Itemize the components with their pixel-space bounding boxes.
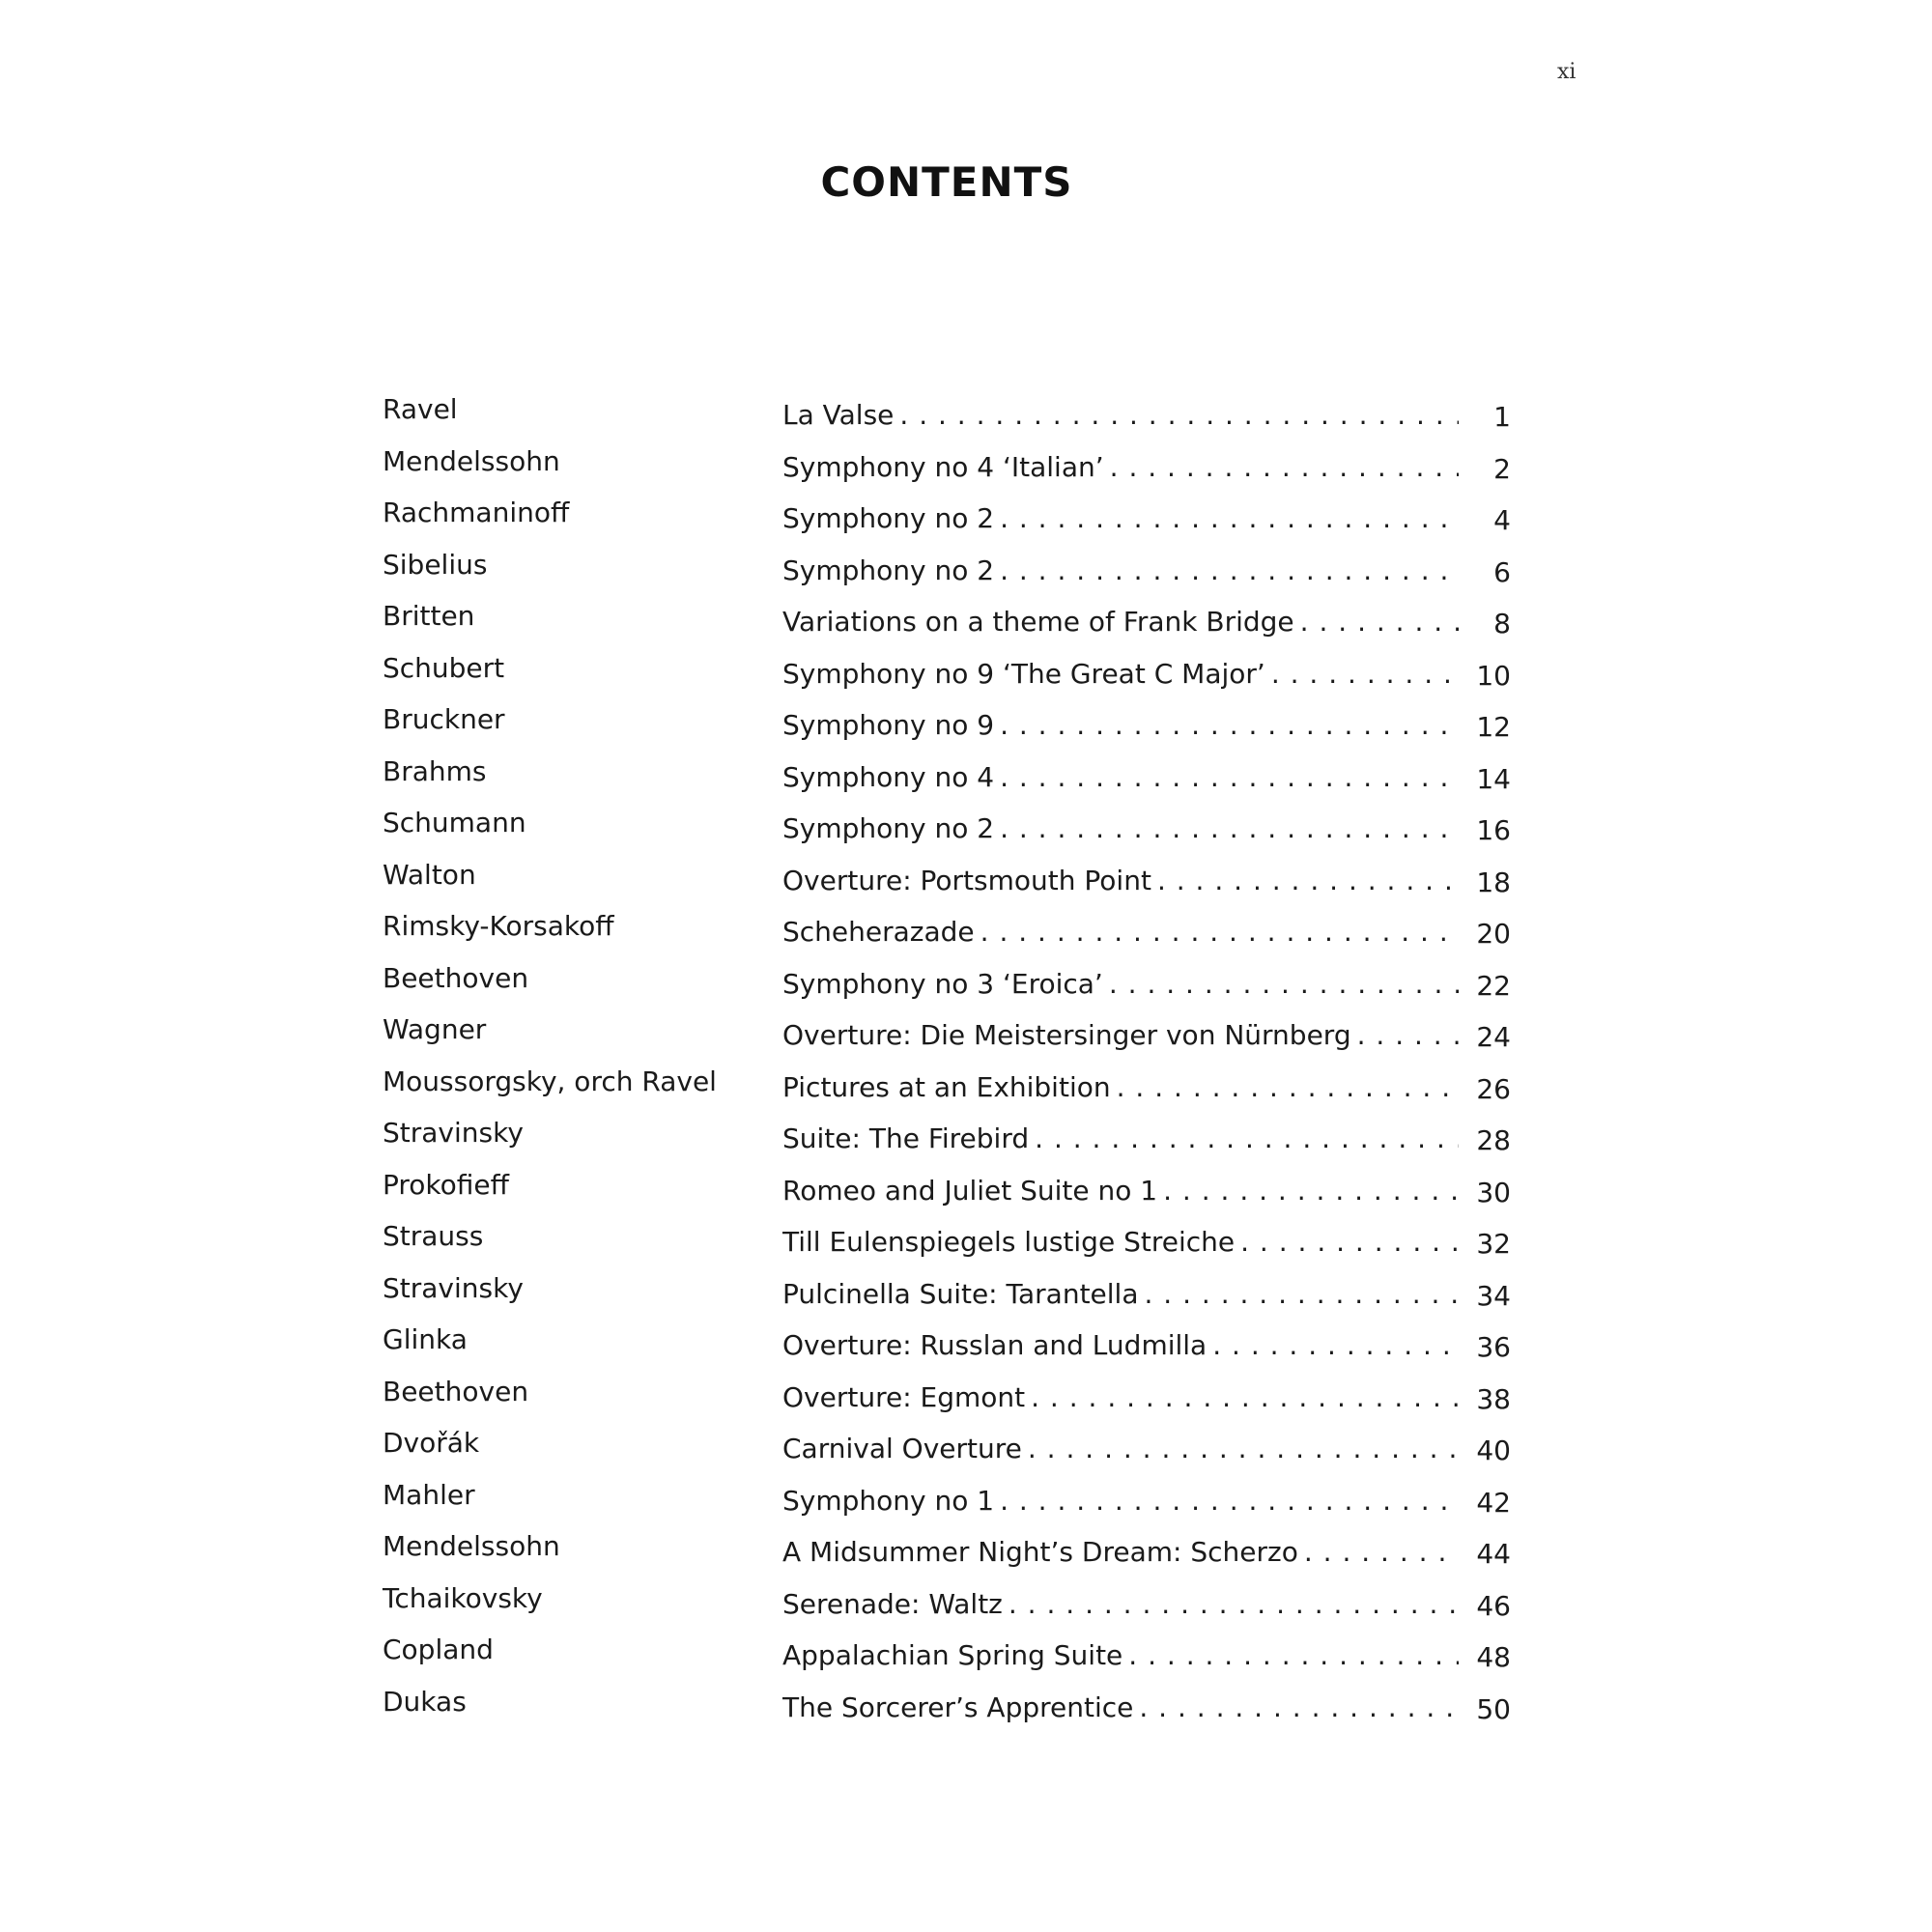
page-reference: 16	[1476, 814, 1511, 846]
page-reference: 36	[1476, 1331, 1511, 1363]
page-reference: 24	[1476, 1021, 1511, 1053]
work-title: Till Eulenspiegels lustige Streiche	[782, 1226, 1236, 1258]
work-title: Symphony no 3 ‘Eroica’	[782, 967, 1103, 1000]
work-title: Scheherazade	[782, 916, 975, 948]
page-reference: 12	[1476, 711, 1511, 743]
work-title: Overture: Portsmouth Point	[782, 864, 1151, 896]
work-title-leader	[782, 1174, 1459, 1208]
composer-name: Strauss	[383, 1220, 484, 1252]
work-title-leader	[782, 760, 1459, 795]
composer-name: Stravinsky	[383, 1271, 524, 1304]
toc-entry	[383, 1529, 1511, 1581]
toc-entry	[383, 754, 1511, 807]
page-reference: 4	[1493, 504, 1511, 536]
toc-entry	[383, 1065, 1511, 1117]
composer-name: Tchaikovsky	[383, 1581, 543, 1614]
work-title-leader	[782, 708, 1459, 743]
work-title-leader	[782, 450, 1459, 485]
work-title-leader	[782, 1122, 1459, 1156]
composer-name: Sibelius	[383, 548, 488, 581]
composer-name: Dvořák	[383, 1427, 480, 1459]
page-reference: 42	[1476, 1486, 1511, 1519]
work-title-leader	[782, 1690, 1459, 1725]
toc-entry	[383, 1375, 1511, 1427]
toc-entry	[383, 961, 1511, 1013]
toc-entry	[383, 599, 1511, 651]
page-reference: 10	[1476, 659, 1511, 692]
work-title: Overture: Russlan and Ludmilla	[782, 1329, 1208, 1361]
page-reference: 30	[1476, 1176, 1511, 1208]
composer-name: Britten	[383, 600, 475, 632]
page-reference: 6	[1493, 555, 1511, 588]
page-reference: 20	[1476, 918, 1511, 950]
page-reference: 28	[1476, 1124, 1511, 1156]
composer-name: Mahler	[383, 1478, 475, 1511]
composer-name: Schumann	[383, 807, 526, 838]
work-title-leader	[782, 1277, 1459, 1312]
work-title: Symphony no 2	[782, 812, 995, 844]
composer-name: Beethoven	[383, 961, 529, 994]
composer-name: Brahms	[383, 754, 487, 787]
work-title: Carnival Overture	[782, 1433, 1022, 1464]
composer-name: Ravel	[383, 393, 458, 425]
work-title: Variations on a theme of Frank Bridge	[782, 606, 1294, 638]
work-title-leader	[782, 1328, 1459, 1363]
toc-entry	[383, 392, 1511, 444]
work-title: A Midsummer Night’s Dream: Scherzo	[782, 1536, 1298, 1568]
composer-name: Rachmaninoff	[383, 497, 570, 528]
page-reference: 44	[1476, 1538, 1511, 1570]
work-title: Symphony no 4 ‘Italian’	[782, 450, 1104, 483]
page-reference: 48	[1476, 1641, 1511, 1673]
composer-name: Glinka	[383, 1323, 468, 1355]
toc-entry	[383, 858, 1511, 910]
work-title-leader	[782, 605, 1459, 639]
composer-name: Beethoven	[383, 1375, 529, 1407]
page-title: CONTENTS	[820, 158, 1073, 206]
work-title: Romeo and Juliet Suite no 1	[782, 1174, 1158, 1207]
toc-entry	[383, 1478, 1511, 1530]
work-title: Overture: Die Meistersinger von Nürnberg	[782, 1019, 1351, 1051]
work-title: Symphony no 4	[782, 760, 995, 793]
work-title: Overture: Egmont	[782, 1380, 1026, 1413]
page-reference: 40	[1476, 1435, 1511, 1466]
work-title-leader	[782, 811, 1459, 846]
toc-entry	[383, 702, 1511, 754]
work-title: Symphony no 1	[782, 1484, 995, 1517]
page-reference: 14	[1476, 762, 1511, 795]
composer-name: Moussorgsky, orch Ravel	[383, 1065, 717, 1097]
page-reference: 34	[1476, 1279, 1511, 1312]
work-title-leader	[782, 1587, 1459, 1622]
toc-entry	[383, 1271, 1511, 1323]
work-title-leader	[782, 1432, 1459, 1466]
work-title: Symphony no 2	[782, 554, 995, 586]
composer-name: Schubert	[383, 651, 505, 684]
work-title: Appalachian Spring Suite	[782, 1639, 1123, 1671]
work-title-leader	[782, 398, 1459, 433]
composer-name: Walton	[383, 858, 476, 891]
table-of-contents	[383, 392, 1511, 1736]
composer-name: Bruckner	[383, 703, 505, 735]
composer-name: Stravinsky	[383, 1117, 524, 1149]
work-title-leader	[782, 554, 1459, 588]
page-reference: 1	[1493, 401, 1511, 433]
toc-entry	[383, 1012, 1511, 1065]
page-reference: 50	[1476, 1692, 1511, 1725]
work-title-leader	[782, 1018, 1459, 1053]
page-reference: 2	[1493, 452, 1511, 485]
work-title: The Sorcerer’s Apprentice	[782, 1690, 1134, 1723]
work-title: La Valse	[782, 399, 895, 431]
page-reference: 18	[1476, 866, 1511, 898]
work-title: Pulcinella Suite: Tarantella	[782, 1277, 1139, 1310]
toc-entry	[383, 1426, 1511, 1478]
work-title-leader	[782, 864, 1459, 898]
work-title: Symphony no 9	[782, 709, 995, 741]
page-reference: 32	[1476, 1228, 1511, 1260]
composer-name: Prokofieff	[383, 1168, 509, 1201]
work-title-leader	[782, 1070, 1459, 1105]
work-title-leader	[782, 501, 1459, 536]
page-number: xi	[1557, 60, 1577, 84]
work-title-leader	[782, 657, 1459, 692]
composer-name: Copland	[383, 1634, 494, 1665]
toc-entry	[383, 1581, 1511, 1634]
work-title: Pictures at an Exhibition	[782, 1070, 1111, 1103]
composer-name: Wagner	[383, 1013, 487, 1045]
work-title-leader	[782, 1225, 1459, 1260]
toc-entry	[383, 1685, 1511, 1737]
page-reference: 8	[1493, 608, 1511, 639]
work-title-leader	[782, 1535, 1459, 1570]
work-title-leader	[782, 967, 1459, 1002]
toc-entry	[383, 548, 1511, 600]
work-title: Symphony no 9 ‘The Great C Major’	[782, 657, 1265, 690]
toc-entry	[383, 651, 1511, 703]
composer-name: Rimsky-Korsakoff	[383, 910, 614, 942]
work-title: Serenade: Waltz	[782, 1587, 1003, 1620]
toc-entry	[383, 444, 1511, 497]
toc-entry	[383, 1219, 1511, 1271]
toc-entry	[383, 909, 1511, 961]
composer-name: Mendelssohn	[383, 1530, 560, 1562]
toc-entry	[383, 1116, 1511, 1168]
page-reference: 22	[1476, 969, 1511, 1002]
composer-name: Mendelssohn	[383, 444, 560, 477]
work-title-leader	[782, 915, 1459, 950]
page-reference: 26	[1476, 1072, 1511, 1105]
page-reference: 46	[1476, 1589, 1511, 1622]
toc-entry	[383, 1168, 1511, 1220]
work-title-leader	[782, 1484, 1459, 1519]
work-title-leader	[782, 1380, 1459, 1415]
toc-entry	[383, 1633, 1511, 1685]
composer-name: Dukas	[383, 1685, 467, 1718]
work-title: Suite: The Firebird	[782, 1122, 1030, 1154]
work-title: Symphony no 2	[782, 502, 995, 534]
toc-entry	[383, 806, 1511, 858]
toc-entry	[383, 1322, 1511, 1375]
page-reference: 38	[1476, 1382, 1511, 1415]
work-title-leader	[782, 1638, 1459, 1673]
toc-entry	[383, 496, 1511, 548]
